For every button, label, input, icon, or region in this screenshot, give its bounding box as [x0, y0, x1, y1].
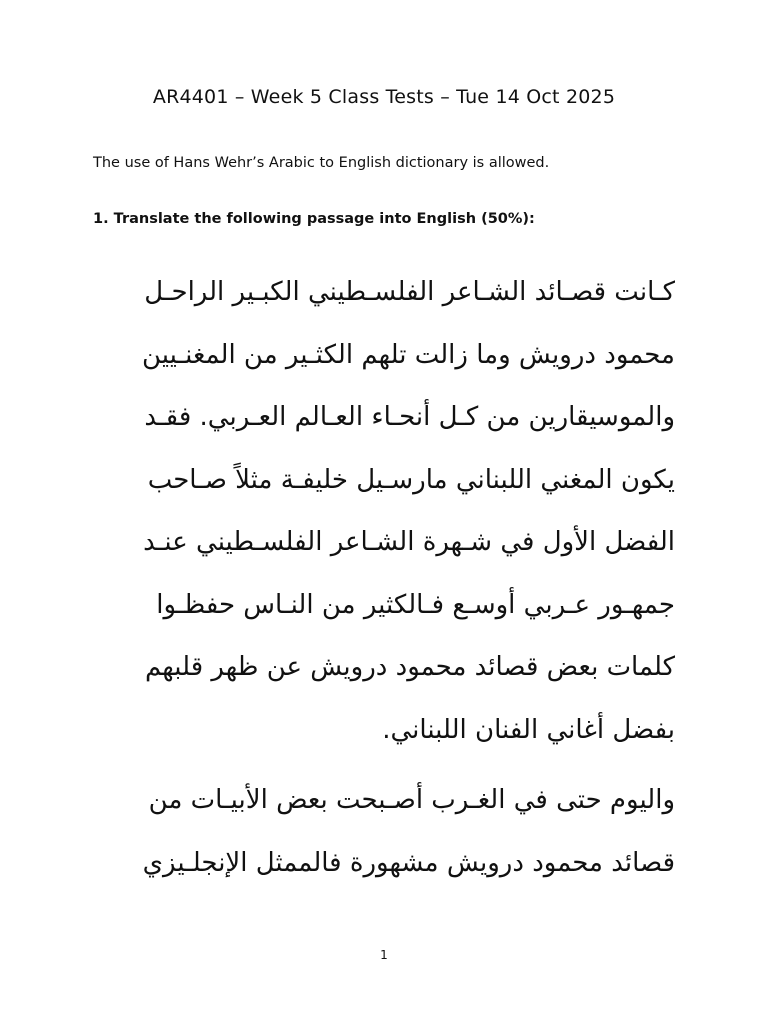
question-heading: 1. Translate the following passage into English (50%): [93, 211, 535, 227]
arabic-line: بفضل أغاني الفنان اللبناني. [382, 714, 675, 745]
page-title: AR4401 – Week 5 Class Tests – Tue 14 Oct 2025 [152, 86, 616, 108]
arabic-line: كـانت قصـائد الشـاعر الفلسـطيني الكبـير الراحـل [144, 277, 675, 307]
arabic-line: الفضل الأول في شـهرة الشـاعر الفلسـطيني عنـد [143, 527, 675, 557]
arabic-line: واليوم حتى في الغـرب أصـبحت بعض الأبيـات من [148, 785, 675, 815]
arabic-line: كلمات بعض قصائد محمود درويش عن ظهر قلبهم [144, 652, 675, 682]
arabic-line: جمهـور عـربي أوسـع فـالكثير من النـاس حفظـوا [156, 589, 675, 620]
arabic-line: محمود درويش وما زالت تلهم الكثـير من المغنـيين [142, 339, 675, 370]
page-number: 1 [380, 948, 388, 962]
dictionary-note: The use of Hans Wehr’s Arabic to English dictionary is allowed. [93, 155, 550, 171]
arabic-line: قصائد محمود درويش مشهورة فالممثل الإنجلـيزي [142, 847, 675, 878]
arabic-line: والموسيقارين من كـل أنحـاء العـالم العـربي. فقـد [144, 402, 675, 432]
arabic-line: يكون المغني اللبناني مارسـيل خليفـة مثلاً صـاحب [147, 464, 675, 495]
arabic-paragraph-1 [93, 272, 675, 772]
arabic-paragraph-2 [93, 780, 675, 905]
